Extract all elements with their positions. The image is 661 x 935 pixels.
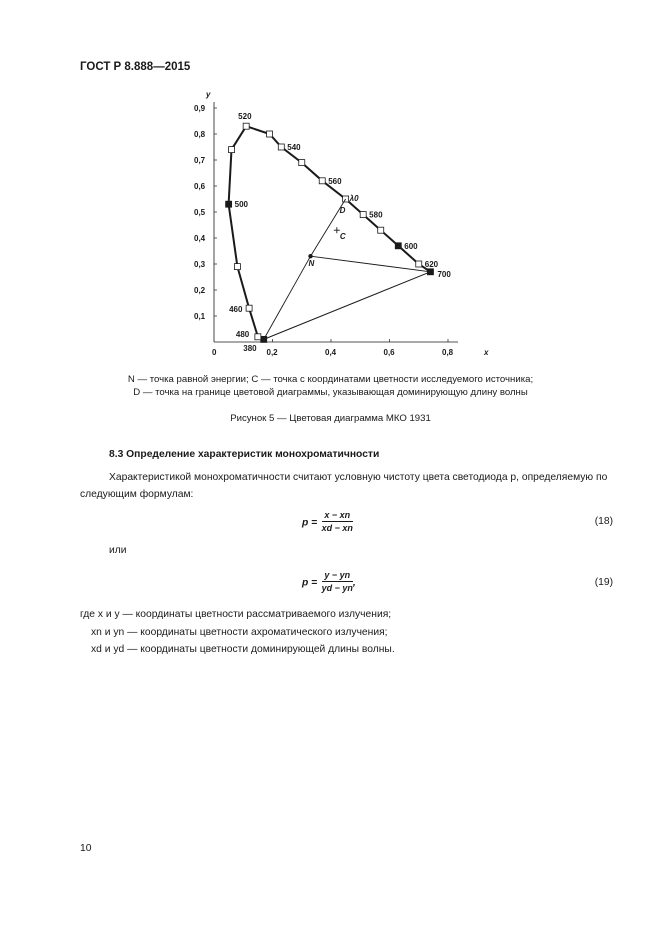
locus-marker — [243, 123, 249, 129]
locus-marker — [378, 227, 384, 233]
locus-label: 460 — [229, 305, 243, 315]
y-tick-label: 0,3 — [194, 260, 206, 269]
y-tick-label: 0,7 — [194, 156, 206, 165]
locus-marker — [395, 243, 401, 249]
eq18-number: (18) — [594, 516, 613, 527]
locus-marker — [360, 212, 366, 218]
line-violet-to-N — [264, 256, 311, 339]
x-tick-label: 0 — [212, 348, 217, 357]
locus-label: 620 — [424, 260, 439, 269]
locus-marker — [226, 201, 232, 207]
paragraph-text: Характеристикой монохроматичности считают условную чистоту цвета светодиода p, определяемую по следующим формулам: — [80, 472, 608, 500]
eq19-comma: , — [352, 577, 356, 589]
eq18-denominator: xd − xn — [321, 523, 353, 533]
definition-1: где x и y — координаты цветности рассматриваемого излучения; — [80, 609, 392, 620]
y-tick-label: 0,2 — [194, 286, 206, 295]
locus-marker — [229, 147, 235, 153]
x-axis-label: x — [484, 348, 489, 357]
page-number: 10 — [80, 843, 92, 854]
figure-caption-line-1: N — точка равной энергии; C — точка с координатами цветности исследуемого источника; — [127, 374, 534, 385]
cie-chromaticity-diagram — [190, 85, 500, 360]
definition-3: xd и yd — координаты цветности доминирующей длины волны. — [91, 644, 395, 655]
y-tick-label: 0,4 — [194, 234, 206, 243]
purple-line — [264, 272, 431, 340]
eq19-fraction — [322, 570, 353, 593]
x-tick-label: 0,6 — [383, 348, 395, 357]
locus-marker — [246, 305, 252, 311]
document-header: ГОСТ Р 8.888—2015 — [80, 61, 191, 73]
eq19-numerator: y − yn — [322, 570, 353, 582]
eq18-lhs: p = — [302, 517, 318, 529]
eq18-numerator: x − xn — [322, 510, 353, 522]
locus-label: 560 — [328, 176, 342, 186]
y-axis-label: y — [206, 90, 211, 99]
equation-18 — [302, 510, 353, 533]
point-N — [308, 254, 312, 258]
locus-marker — [234, 264, 240, 270]
y-tick-label: 0,8 — [194, 130, 206, 139]
locus-marker — [319, 178, 325, 184]
locus-marker — [267, 131, 273, 137]
section-paragraph — [80, 469, 614, 503]
locus-label: 700 — [437, 269, 451, 279]
locus-marker — [255, 334, 261, 340]
y-tick-label: 0,1 — [194, 312, 206, 321]
figure-title: Рисунок 5 — Цветовая диаграмма МКО 1931 — [230, 413, 431, 424]
locus-marker — [416, 261, 422, 267]
point-D-label: D — [339, 206, 346, 215]
or-word: или — [109, 545, 127, 556]
lambda0-label: λ0 — [349, 194, 359, 203]
definition-2: xn и yn — координаты цветности ахроматического излучения; — [91, 627, 388, 638]
locus-label: 520 — [238, 112, 252, 122]
x-tick-label: 0,4 — [325, 348, 337, 357]
y-tick-label: 0,6 — [194, 182, 206, 191]
figure-caption-line-2: D — точка на границе цветовой диаграммы, указывающая доминирующую длину волны — [133, 387, 528, 398]
eq19-denominator: yd − yn — [321, 583, 353, 593]
eq19-number: (19) — [594, 577, 613, 588]
violet-label: 380 — [243, 344, 257, 353]
x-tick-label: 0,8 — [442, 348, 454, 357]
locus-label: 540 — [287, 143, 301, 152]
locus-label: 480 — [235, 329, 250, 339]
eq19-lhs: p = — [302, 577, 318, 589]
y-tick-label: 0,9 — [194, 104, 206, 113]
locus-label: 580 — [369, 210, 383, 220]
point-N-label: N — [308, 259, 315, 269]
y-tick-label: 0,5 — [194, 208, 206, 217]
section-heading: 8.3 Определение характеристик монохроматичности — [109, 449, 380, 460]
equation-19 — [302, 570, 356, 593]
spectral-locus — [229, 126, 431, 339]
locus-label: 500 — [234, 200, 248, 210]
x-tick-label: 0,2 — [266, 348, 278, 357]
locus-label: 600 — [404, 241, 418, 251]
point-C-label: C — [339, 232, 346, 242]
locus-marker — [278, 144, 284, 150]
eq18-fraction — [322, 510, 353, 533]
locus-marker — [299, 160, 305, 166]
